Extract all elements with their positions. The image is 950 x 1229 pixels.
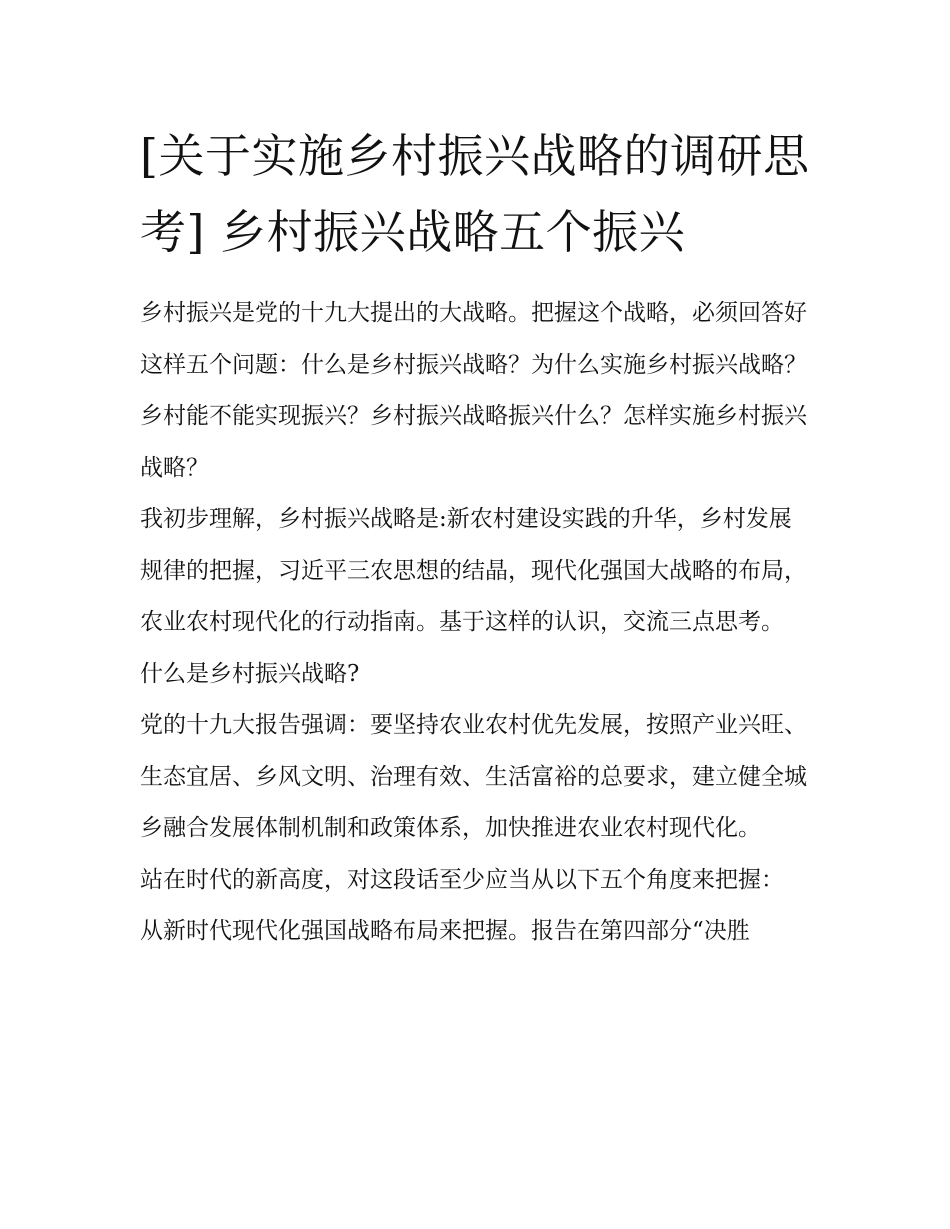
section-heading: 什么是乡村振兴战略? [140,660,360,687]
paragraph: 党的十九大报告强调：要坚持农业农村优先发展，按照产业兴旺、生态宜居、乡风文明、治理有效、生活富裕的总要求，建立健全城乡融合发展体制机制和政策体系，加快推进农业农村现代化。 [140,712,807,841]
document-title: [关于实施乡村振兴战略的调研思考] 乡村振兴战略五个振兴 [140,129,810,259]
paragraph: 乡村振兴是党的十九大提出的大战略。把握这个战略，必须回答好这样五个问题：什么是乡村振兴战略？为什么实施乡村振兴战略？乡村能不能实现振兴？乡村振兴战略振兴什么？怎样实施乡村振兴战略？ [140,300,807,481]
paragraph: 我初步理解，乡村振兴战略是:新农村建设实践的升华，乡村发展规律的把握，习近平三农思想的结晶，现代化强国大战略的布局，农业农村现代化的行动指南。基于这样的认识，交流三点思考。 [140,506,807,635]
paragraph: 站在时代的新高度，对这段话至少应当从以下五个角度来把握： [140,866,784,893]
paragraph: 从新时代现代化强国战略布局来把握。报告在第四部分“决胜 [140,918,750,944]
